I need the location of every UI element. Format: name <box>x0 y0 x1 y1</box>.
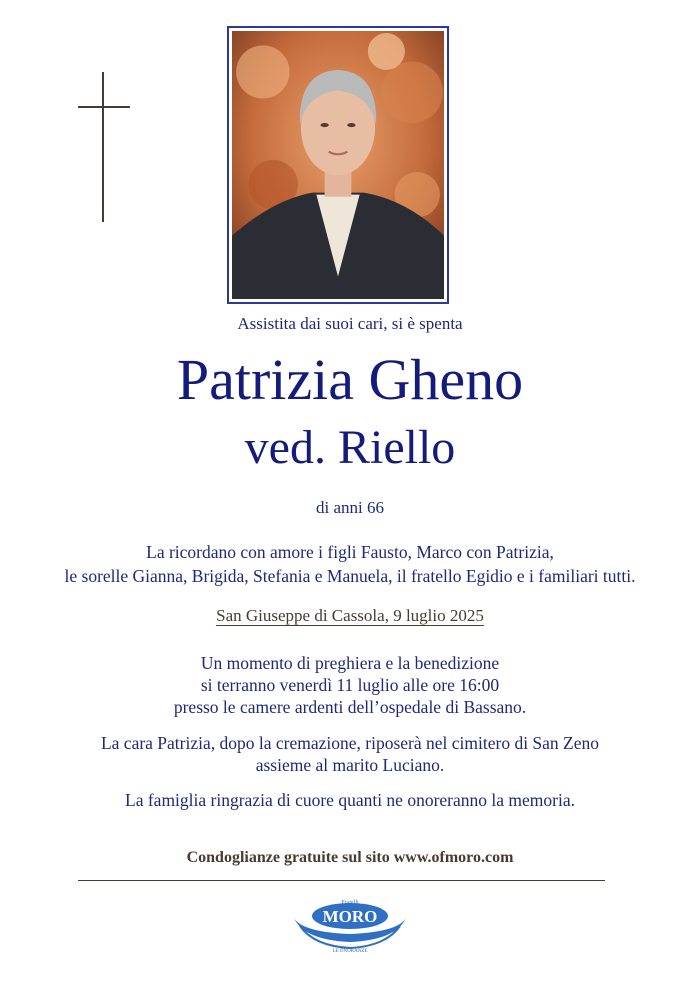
cross-icon <box>78 72 130 222</box>
condolences-text: Condoglianze gratuite sul sito www.ofmoro.com <box>186 849 514 866</box>
remember-line: La ricordano con amore i figli Fausto, Marco con Patrizia, <box>146 542 554 562</box>
rest-line: assieme al marito Luciano. <box>255 755 445 775</box>
logo-main-text: MORO <box>322 907 378 926</box>
prayer-line: si terranno venerdì 11 luglio alle ore 16:00 <box>200 675 500 695</box>
prayer-line: presso le camere ardenti dell’ospedale di Bassano. <box>173 697 527 717</box>
portrait-photo <box>232 31 444 299</box>
rest-line: La cara Patrizia, dopo la cremazione, riposerà nel cimitero di San Zeno <box>100 733 600 753</box>
remember-line: le sorelle Gianna, Brigida, Stefania e Manuela, il fratello Egidio e i familiari tutti. <box>64 566 636 586</box>
deceased-name: Patrizia Gheno <box>176 347 524 412</box>
prayer-line: Un momento di preghiera e la benedizione <box>200 653 500 673</box>
divider <box>78 880 605 881</box>
married-name: ved. Riello <box>244 421 456 474</box>
age-text: di anni 66 <box>316 498 384 517</box>
remember-paragraph <box>0 540 700 588</box>
cross-horizontal <box>78 106 130 108</box>
logo-bottom-text: LE ONORANZE <box>332 949 368 952</box>
prayer-paragraph <box>0 652 700 718</box>
lead-text: Assistita dai suoi cari, si è spenta <box>237 314 463 333</box>
portrait-frame <box>227 26 449 304</box>
place-date-text: San Giuseppe di Cassola, 9 luglio 2025 <box>216 606 484 625</box>
place-date <box>0 606 700 626</box>
thanks-text: La famiglia ringrazia di cuore quanti ne onoreranno la memoria. <box>125 790 575 810</box>
logo-top-text: Fratelli <box>341 900 359 906</box>
rest-paragraph <box>0 732 700 776</box>
funeral-home-logo <box>290 896 410 952</box>
cross-vertical <box>102 72 104 222</box>
